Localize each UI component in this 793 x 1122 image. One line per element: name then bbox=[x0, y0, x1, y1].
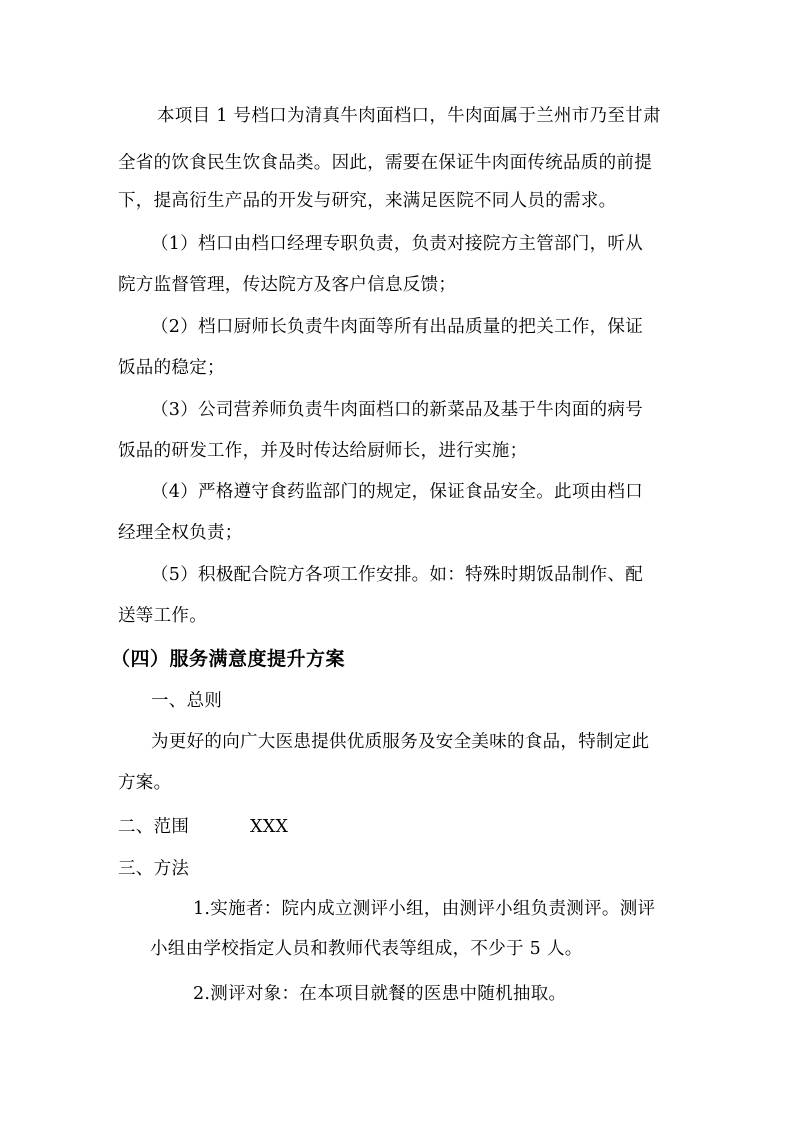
item-1-line-1: （1）档口由档口经理专职负责，负责对接院方主管部门，听从 bbox=[151, 234, 644, 254]
item-5-line-2: 送等工作。 bbox=[118, 606, 207, 626]
item-2-line-2: 饭品的稳定； bbox=[118, 358, 225, 378]
scope-value: XXX bbox=[250, 817, 289, 837]
general-line-1: 为更好的向广大医患提供优质服务及安全美味的食品，特制定此 bbox=[151, 732, 650, 752]
method-1-line-2: 小组由学校指定人员和教师代表等组成，不少于 5 人。 bbox=[150, 939, 583, 959]
intro-line-3: 下，提高衍生产品的开发与研究，来满足医院不同人员的需求。 bbox=[118, 191, 617, 211]
general-line-2: 方案。 bbox=[118, 773, 172, 793]
scope-label: 二、范围 bbox=[118, 817, 190, 837]
item-5-line-1: （5）积极配合院方各项工作安排。如：特殊时期饭品制作、配 bbox=[151, 565, 644, 585]
item-3-line-1: （3）公司营养师负责牛肉面档口的新菜品及基于牛肉面的病号 bbox=[151, 400, 644, 420]
item-3-line-2: 饭品的研发工作，并及时传达给厨师长，进行实施； bbox=[118, 441, 528, 461]
method-1-line-1: 1.实施者：院内成立测评小组，由测评小组负责测评。测评 bbox=[193, 899, 656, 919]
intro-line-2: 全省的饮食民生饮食品类。因此，需要在保证牛肉面传统品质的前提 bbox=[118, 153, 652, 173]
item-1-line-2: 院方监督管理，传达院方及客户信息反馈； bbox=[118, 275, 457, 295]
method-2-line-1: 2.测评对象：在本项目就餐的医患中随机抽取。 bbox=[193, 984, 567, 1004]
general-title: 一、总则 bbox=[151, 691, 223, 711]
item-4-line-2: 经理全权负责； bbox=[118, 523, 243, 543]
method-title: 三、方法 bbox=[118, 859, 190, 879]
section-heading: （四）服务满意度提升方案 bbox=[111, 648, 346, 670]
intro-line-1: 本项目 1 号档口为清真牛肉面档口，牛肉面属于兰州市乃至甘肃 bbox=[157, 106, 661, 126]
item-4-line-1: （4）严格遵守食药监部门的规定，保证食品安全。此项由档口 bbox=[151, 482, 644, 502]
item-2-line-1: （2）档口厨师长负责牛肉面等所有出品质量的把关工作，保证 bbox=[151, 317, 644, 337]
